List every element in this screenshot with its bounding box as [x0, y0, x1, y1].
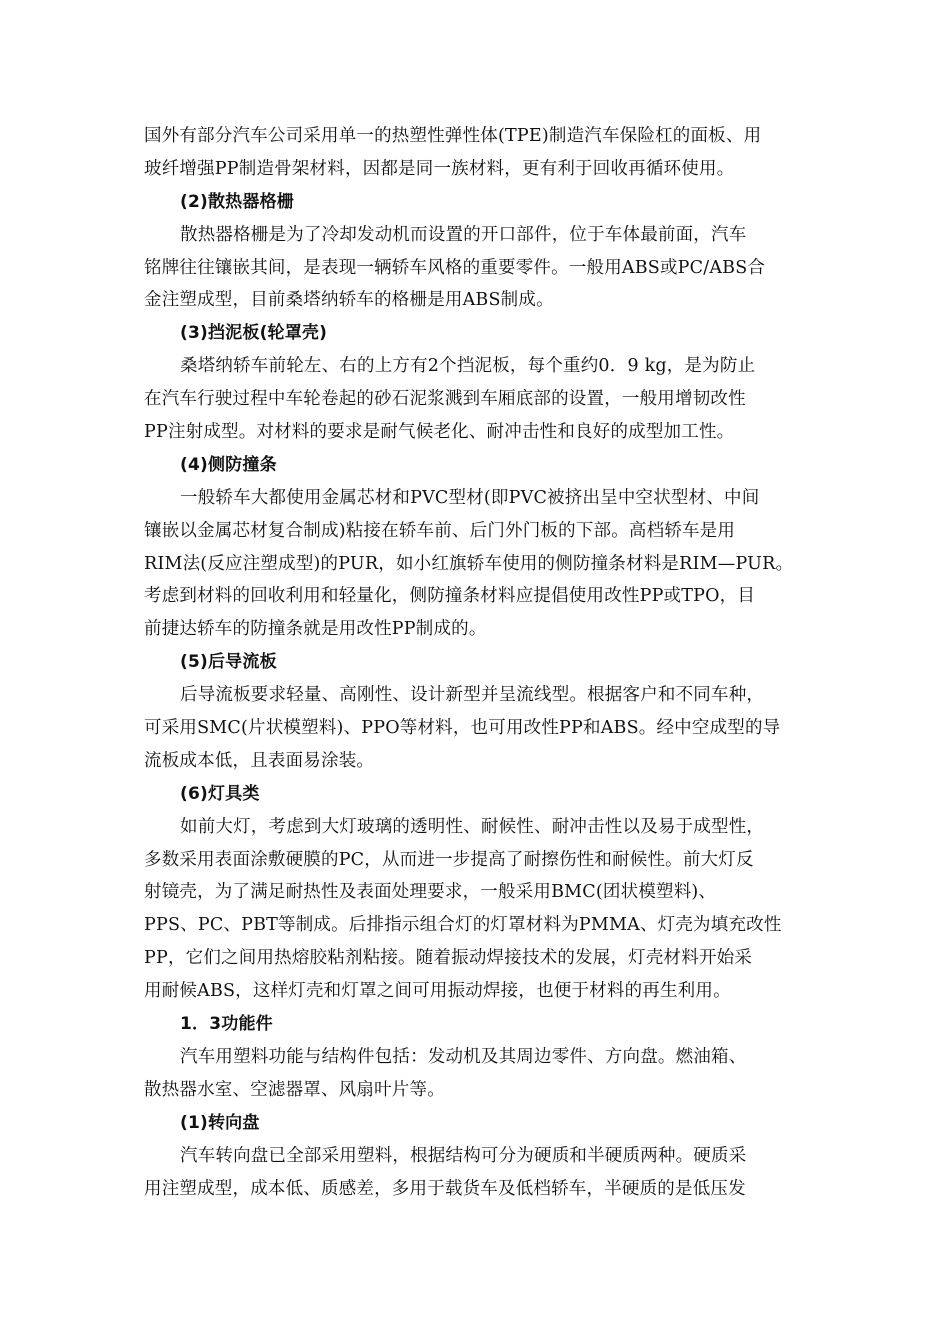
paragraph-line: 前捷达轿车的防撞条就是用改性PP制成的。: [144, 619, 487, 640]
document-page: [144, 120, 808, 1205]
section-heading: 1．3功能件: [180, 1014, 273, 1035]
section-heading: (1)转向盘: [180, 1112, 260, 1133]
section-heading: (5)后导流板: [180, 652, 277, 673]
paragraph-line: 可采用SMC(片状模塑料)、PPO等材料，也可用改性PP和ABS。经中空成型的导: [144, 718, 781, 739]
paragraph-line: PPS、PC、PBT等制成。后排指示组合灯的灯罩材料为PMMA、灯壳为填充改性: [144, 915, 782, 936]
paragraph-line: 桑塔纳轿车前轮左、右的上方有2个挡泥板，每个重约0．9 kg，是为防止: [180, 356, 756, 377]
paragraph-line: 铭牌往往镶嵌其间，是表现一辆轿车风格的重要零件。一般用ABS或PC/ABS合: [144, 257, 766, 278]
paragraph-line: 玻纤增强PP制造骨架材料，因都是同一族材料，更有利于回收再循环使用。: [144, 158, 735, 179]
paragraph-line: 后导流板要求轻量、高刚性、设计新型并呈流线型。根据客户和不同车种，: [180, 685, 765, 706]
paragraph-line: PP注射成型。对材料的要求是耐气候老化、耐冲击性和良好的成型加工性。: [144, 422, 735, 443]
paragraph-line: 汽车转向盘已全部采用塑料，根据结构可分为硬质和半硬质两种。硬质采: [180, 1145, 747, 1166]
paragraph-line: 散热器水室、空滤器罩、风扇叶片等。: [144, 1079, 445, 1100]
paragraph-line: 金注塑成型，目前桑塔纳轿车的格栅是用ABS制成。: [144, 290, 554, 311]
paragraph-line: 汽车用塑料功能与结构件包括：发动机及其周边零件、方向盘。燃油箱、: [180, 1046, 747, 1067]
paragraph-line: 多数采用表面涂敷硬膜的PC，从而进一步提高了耐擦伤性和耐候性。前大灯反: [144, 849, 754, 870]
paragraph-line: RIM法(反应注塑成型)的PUR，如小红旗轿车使用的侧防撞条材料是RIM—PUR。: [144, 553, 794, 574]
section-heading: (6)灯具类: [180, 783, 260, 804]
paragraph-line: PP，它们之间用热熔胶粘剂粘接。随着振动焊接技术的发展，灯壳材料开始采: [144, 948, 753, 969]
paragraph-line: 流板成本低，且表面易涂装。: [144, 750, 375, 771]
section-heading: (4)侧防撞条: [180, 454, 277, 475]
section-heading: (2)散热器格栅: [180, 191, 294, 212]
paragraph-line: 考虑到材料的回收利用和轻量化，侧防撞条材料应提倡使用改性PP或TPO，目: [144, 586, 756, 607]
paragraph-line: 一般轿车大都使用金属芯材和PVC型材(即PVC被挤出呈中空状型材、中间: [180, 487, 760, 508]
paragraph-line: 如前大灯，考虑到大灯玻璃的透明性、耐候性、耐冲击性以及易于成型性，: [180, 816, 765, 837]
paragraph-line: 散热器格栅是为了冷却发动机而设置的开口部件，位于车体最前面，汽车: [180, 224, 747, 245]
paragraph-line: 用耐候ABS，这样灯壳和灯罩之间可用振动焊接，也便于材料的再生利用。: [144, 981, 731, 1002]
section-heading: (3)挡泥板(轮罩壳): [180, 323, 328, 344]
paragraph-line: 镶嵌以金属芯材复合制成)粘接在轿车前、后门外门板的下部。高档轿车是用: [144, 520, 736, 541]
paragraph-line: 射镜壳，为了满足耐热性及表面处理要求，一般采用BMC(团状模塑料)、: [144, 882, 717, 903]
paragraph-line: 用注塑成型，成本低、质感差，多用于载货车及低档轿车，半硬质的是低压发: [144, 1178, 746, 1199]
paragraph-line: 国外有部分汽车公司采用单一的热塑性弹性体(TPE)制造汽车保险杠的面板、用: [144, 126, 762, 146]
paragraph-line: 在汽车行驶过程中车轮卷起的砂石泥浆溅到车厢底部的设置，一般用增韧改性: [144, 389, 746, 410]
